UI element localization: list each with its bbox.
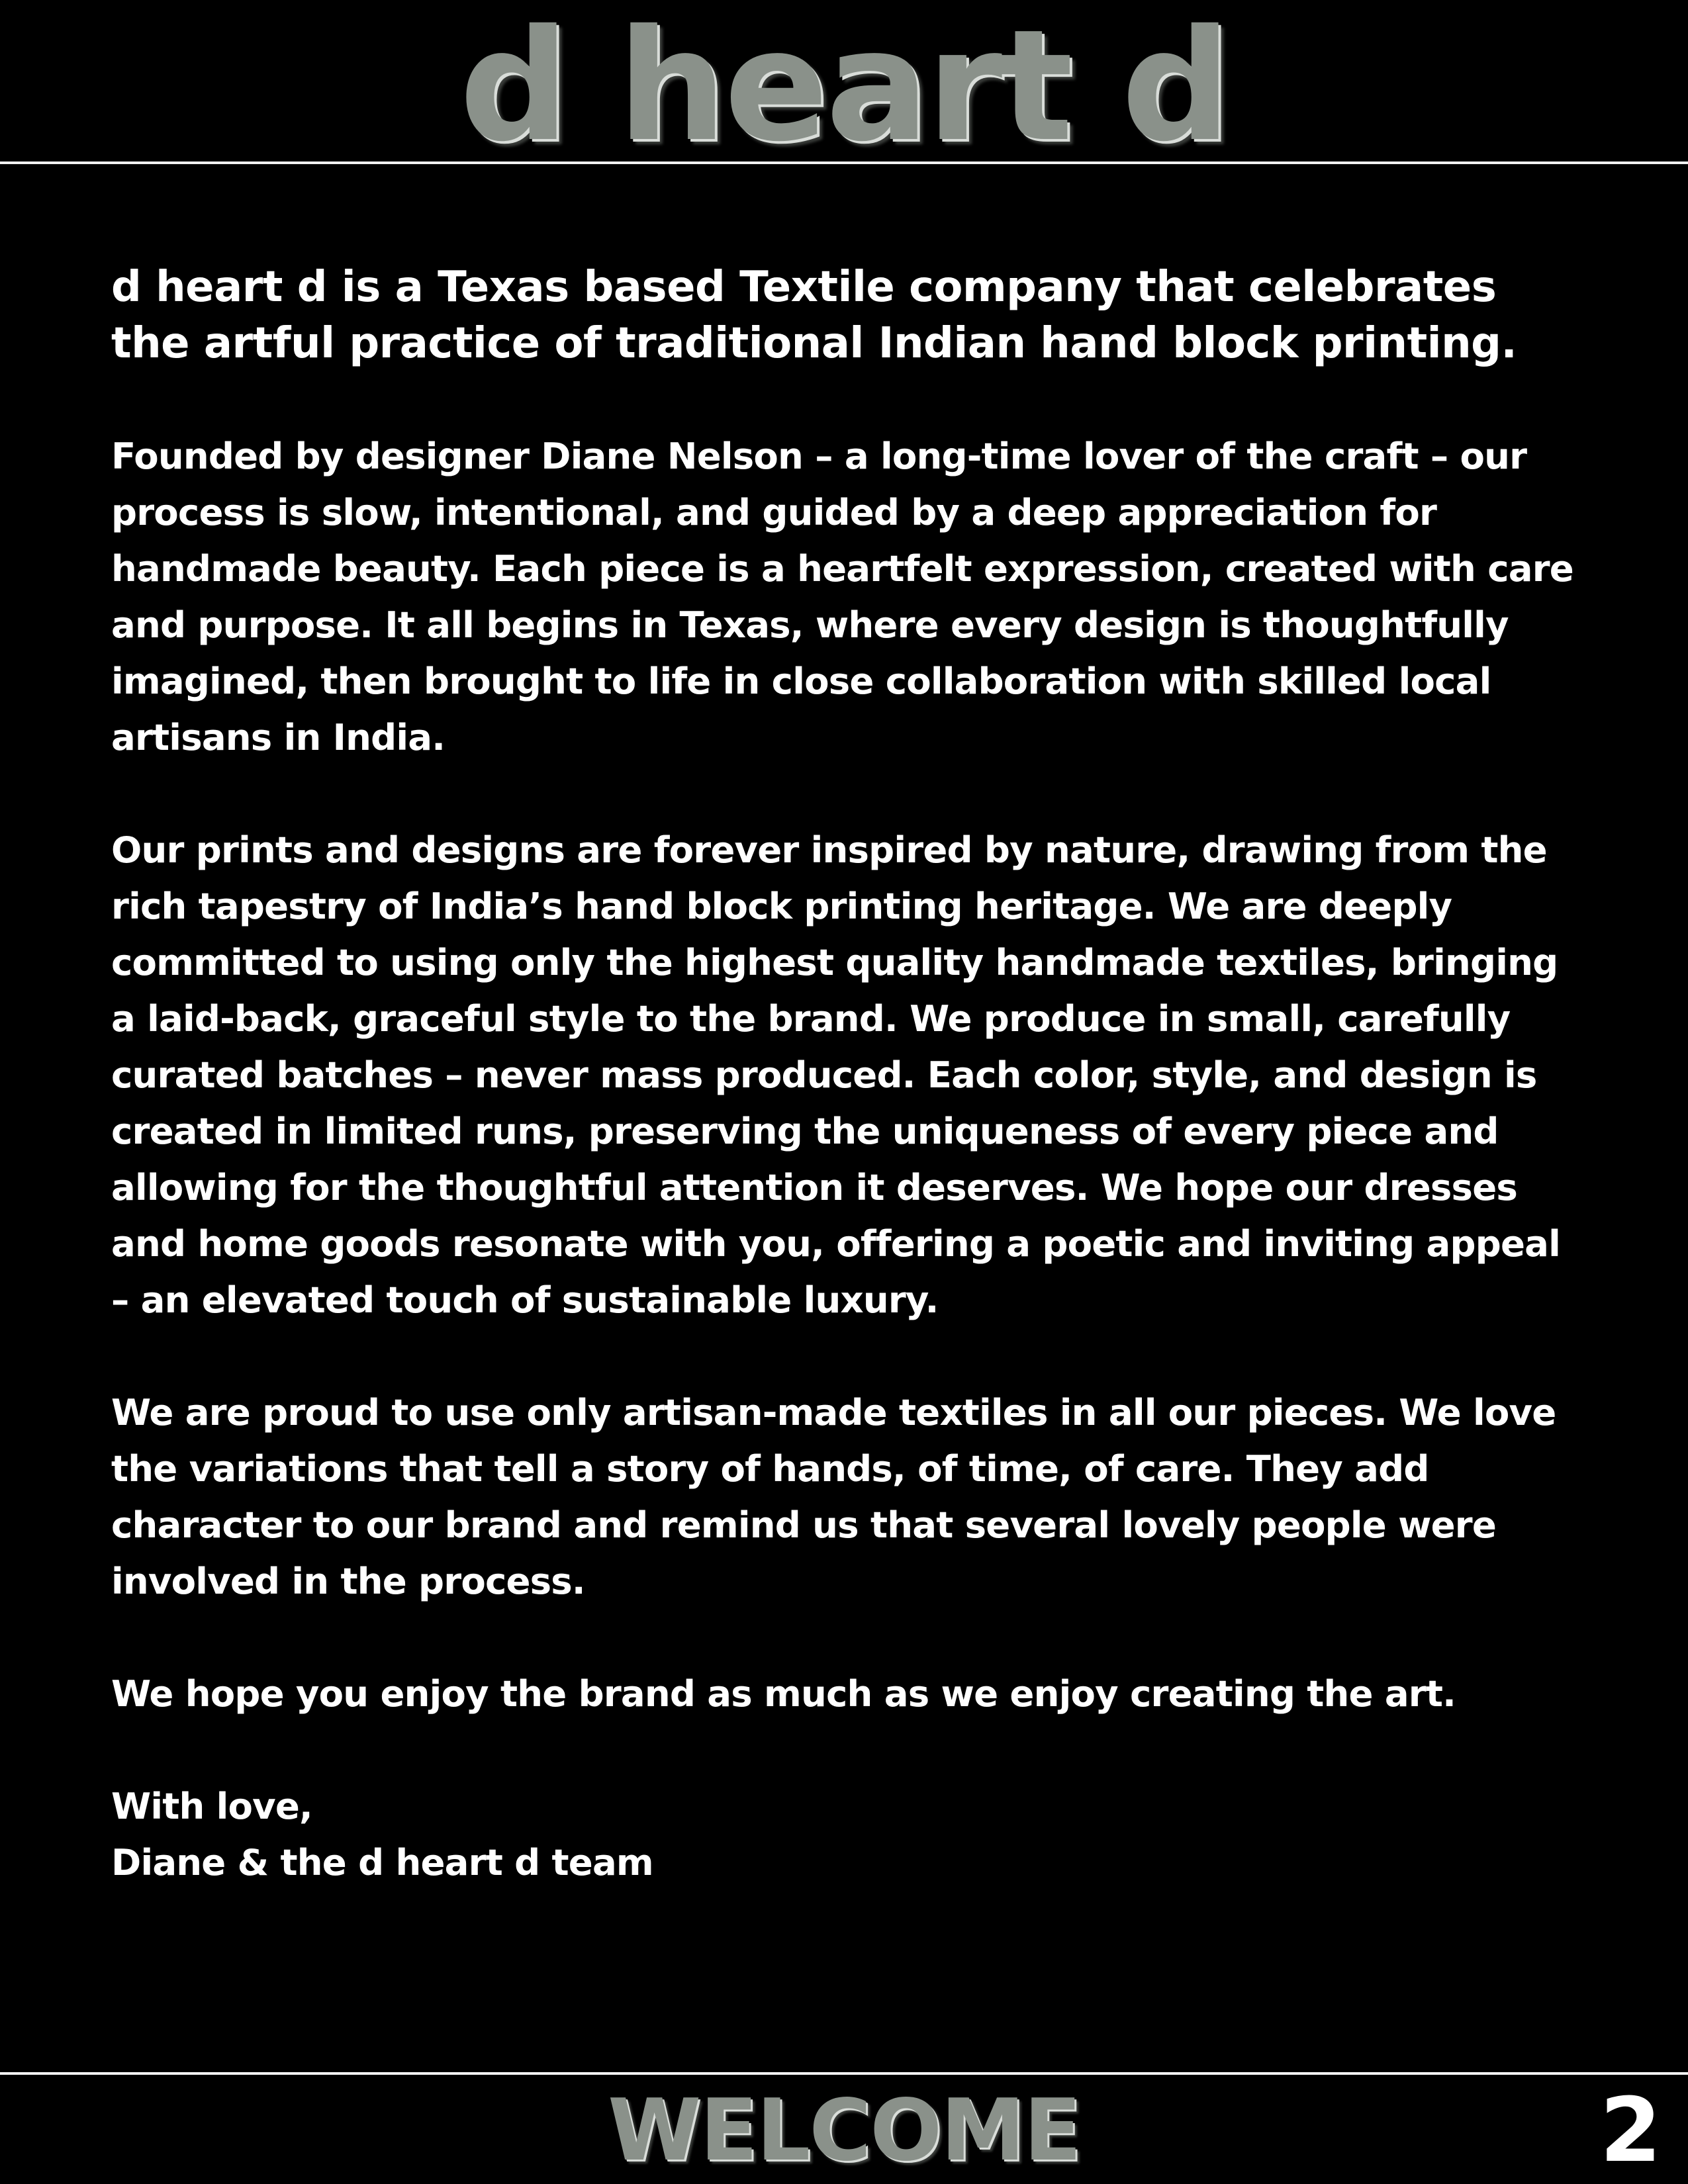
signature-line: Diane & the d heart d team xyxy=(111,1841,653,1884)
sign-off xyxy=(111,1778,1587,1891)
paragraph-artisan-textiles: We are proud to use only artisan-made textiles in all our pieces. We love the variations that tell a story of hands, of time, of care. They add character to our brand and remind us that several lovely people were involved in the process. xyxy=(111,1391,1556,1602)
paragraph-inspiration: Our prints and designs are forever inspired by nature, drawing from the rich tapestry of India’s hand block printing heritage. We are deeply committed to using only the highest quality handmade textiles, bringing a laid-back, graceful style to the brand. We produce in small, carefully curated batches – never mass produced. Each color, style, and design is created in limited runs, preserving the uniqueness of every piece and allowing for the thoughtful attention it deserves. We hope our dresses and home goods resonate with you, offering a poetic and inviting appeal – an elevated touch of sustainable luxury. xyxy=(111,829,1560,1321)
closing-line: With love, xyxy=(111,1785,312,1827)
intro-statement: d heart d is a Texas based Textile company that celebrates the artful practice of traditional Indian hand block printing. xyxy=(111,263,1517,368)
page-number: 2 xyxy=(1599,2079,1662,2182)
paragraph-enjoy: We hope you enjoy the brand as much as we enjoy creating the art. xyxy=(111,1672,1456,1715)
page-header xyxy=(0,0,1688,175)
letter-body xyxy=(111,259,1587,1891)
brand-title: d heart d xyxy=(459,0,1229,175)
section-title: WELCOME xyxy=(608,2081,1080,2180)
paragraph-founder: Founded by designer Diane Nelson – a long-time lover of the craft – our process is slow, intentional, and guided by a deep appreciation for handmade beauty. Each piece is a heartfelt expression, created with care and purpose. It all begins in Texas, where every design is thoughtfully imagined, then brought to life in close collaboration with skilled local artisans in India. xyxy=(111,435,1573,758)
header-divider xyxy=(0,161,1688,164)
page-footer xyxy=(0,2075,1688,2184)
